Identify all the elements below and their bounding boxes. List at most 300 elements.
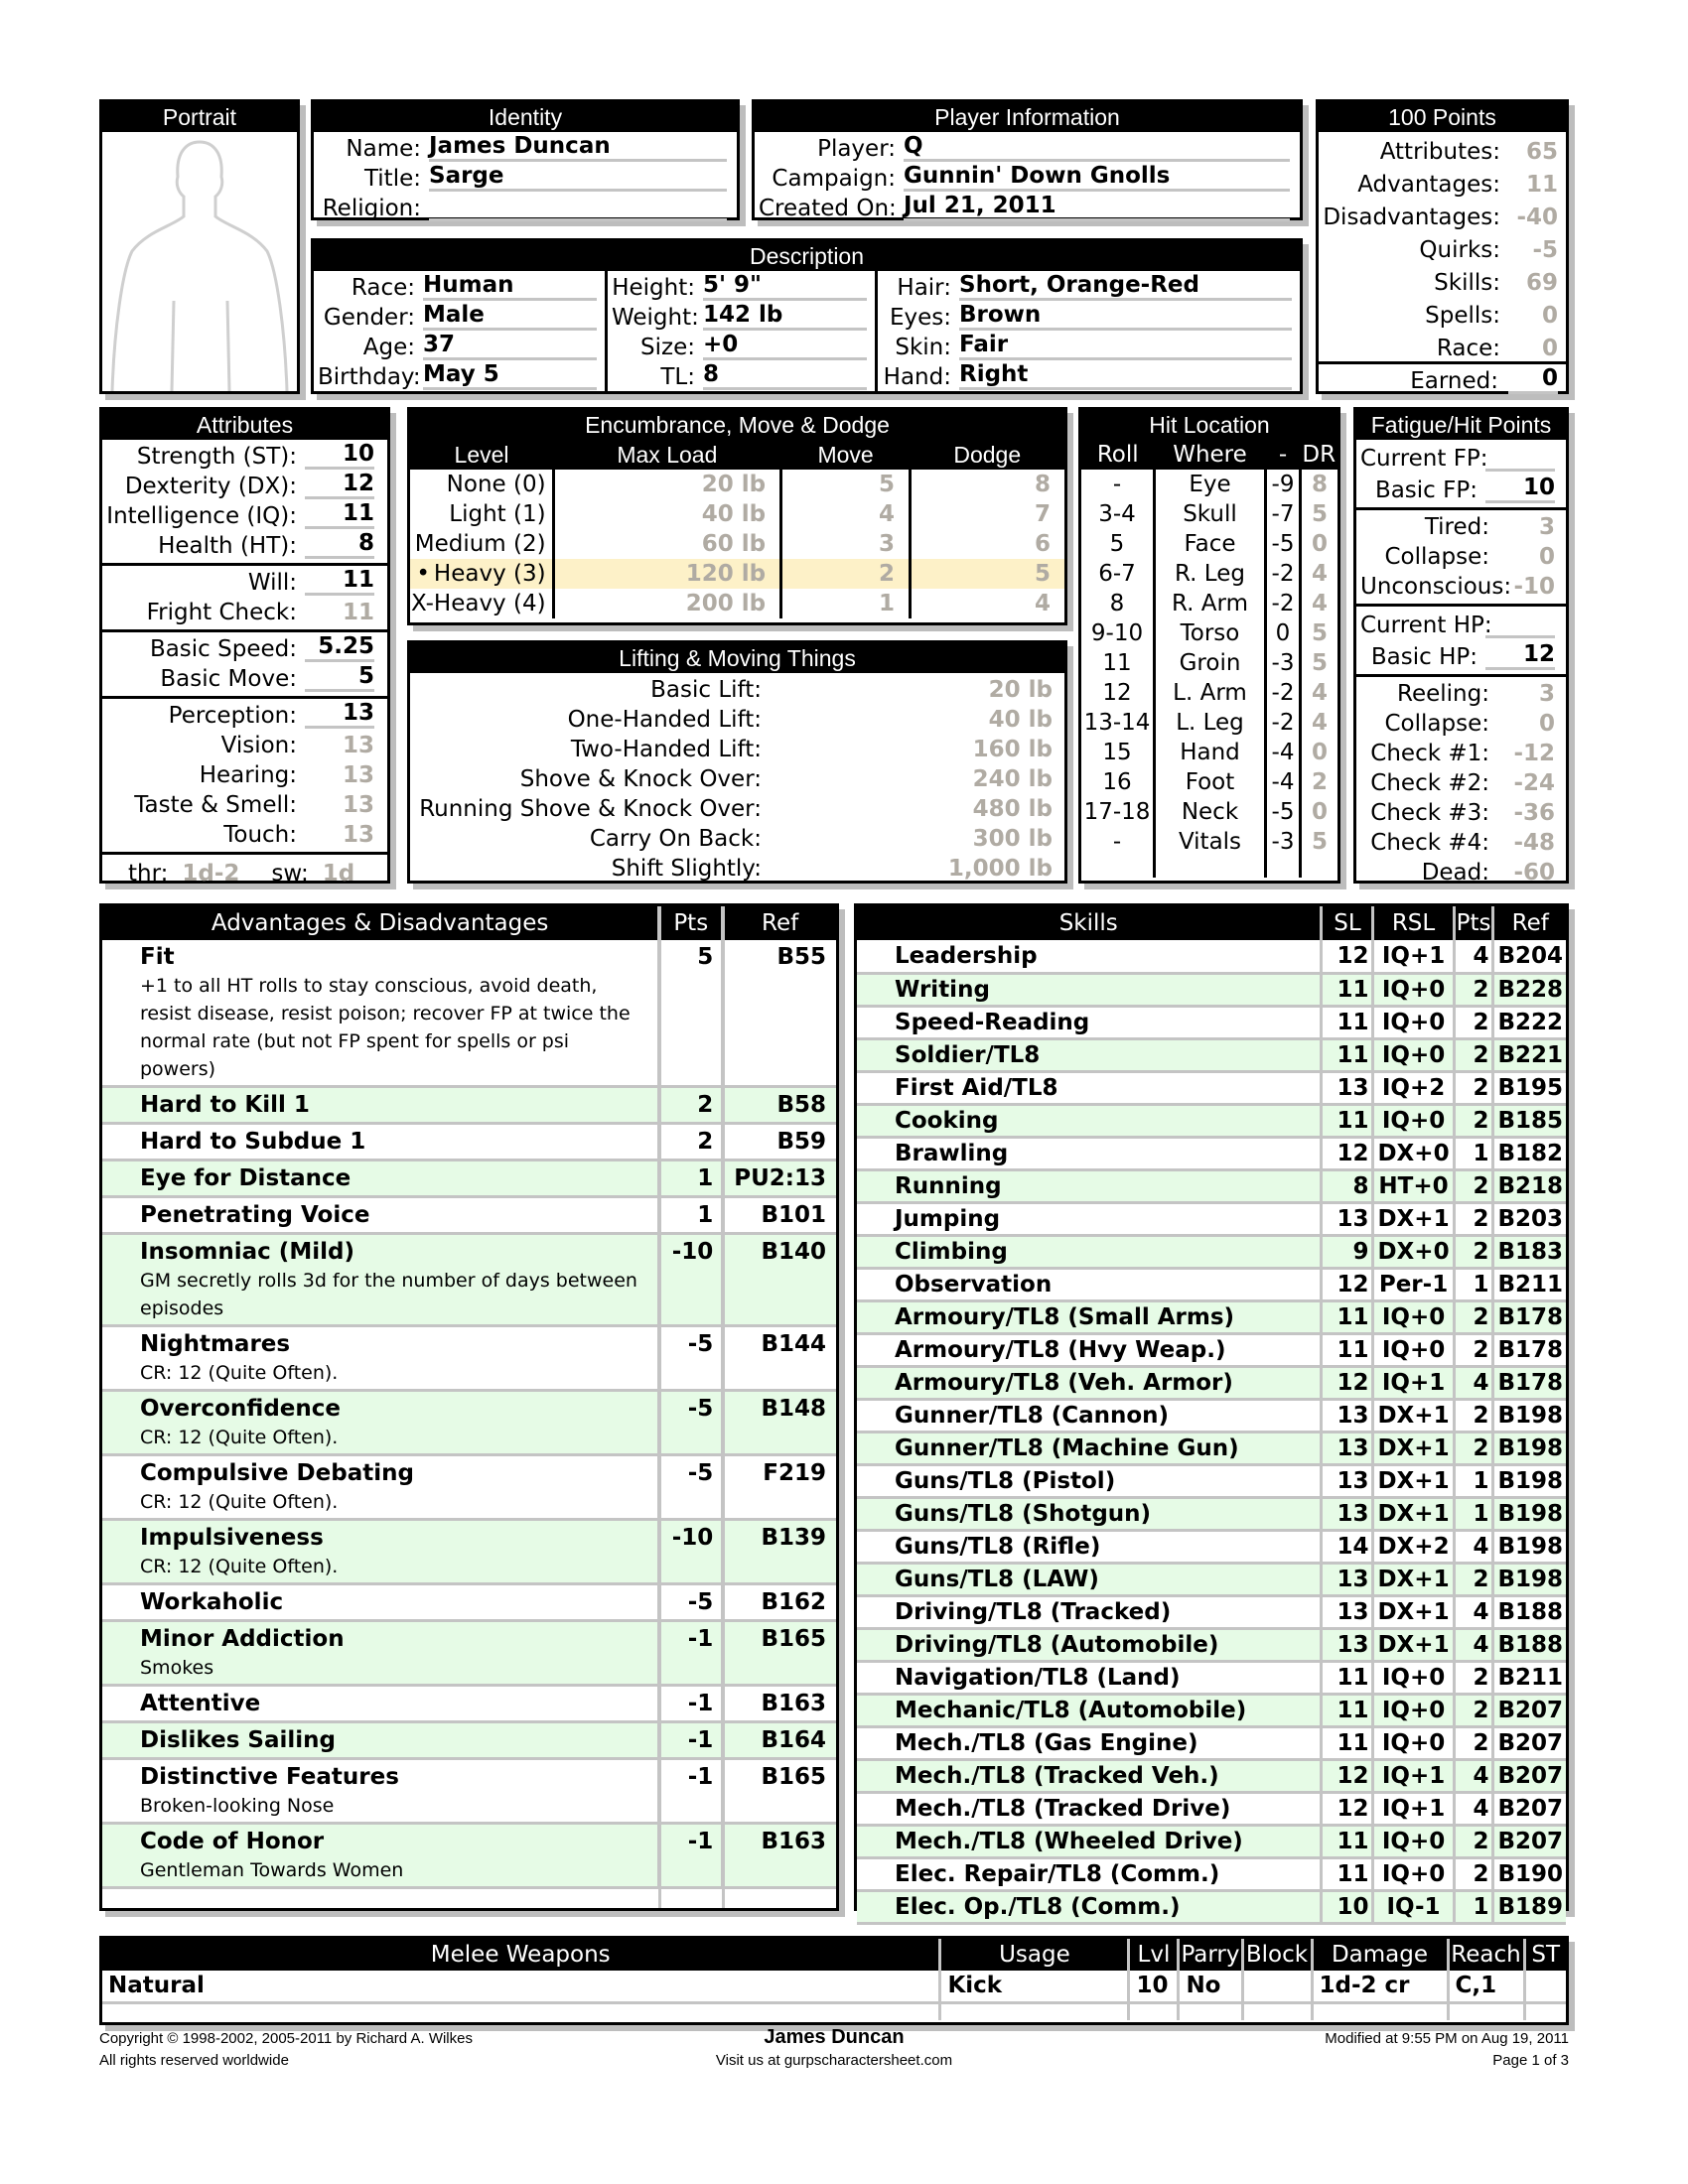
hit-location-col-header: DR: [1302, 442, 1336, 468]
description-field-label: Eyes:: [889, 305, 951, 331]
skill-row[interactable]: [857, 1366, 1566, 1399]
player-field-value[interactable]: Jul 21, 2011: [904, 193, 1290, 221]
speed-row: [106, 662, 379, 692]
advantage-name: Overconfidence: [140, 1396, 342, 1422]
skill-sl: 13: [1322, 1432, 1373, 1464]
portrait-silhouette-icon[interactable]: [102, 132, 297, 391]
hit-modifier: -2: [1266, 708, 1301, 738]
footer-page-number: Page 1 of 3: [1492, 2052, 1569, 2069]
advantage-ref[interactable]: B144: [723, 1326, 836, 1391]
filler-cell: [1301, 857, 1338, 878]
hit-location-col-header: Where: [1173, 442, 1247, 468]
swing-label: sw:: [271, 861, 309, 887]
advantage-row[interactable]: [102, 1087, 836, 1124]
advantage-cell: [102, 1686, 659, 1722]
skill-row[interactable]: [857, 1202, 1566, 1235]
skill-row[interactable]: [857, 1825, 1566, 1857]
advantage-ref[interactable]: B101: [723, 1197, 836, 1234]
hit-where: R. Leg: [1155, 559, 1266, 589]
perception-label: Vision:: [220, 733, 297, 758]
skill-row[interactable]: [857, 1530, 1566, 1563]
hit-dr: 0: [1311, 531, 1328, 557]
encumbrance-row[interactable]: [410, 529, 1064, 559]
encumbrance-level: Light (1): [449, 501, 546, 527]
advantage-ref[interactable]: B55: [723, 940, 836, 1087]
hp-threshold-label: Collapse:: [1384, 711, 1489, 737]
description-field-label: Birthday:: [318, 364, 421, 390]
description-field-value[interactable]: Right: [959, 361, 1292, 390]
skill-row[interactable]: [857, 1857, 1566, 1890]
perception-value[interactable]: 13: [305, 700, 374, 729]
advantage-ref[interactable]: B58: [723, 1087, 836, 1124]
skill-sl: 12: [1322, 940, 1373, 973]
advantage-note: Gentleman Towards Women: [140, 1859, 404, 1881]
skill-row[interactable]: [857, 1759, 1566, 1792]
description-field-value[interactable]: 5' 9": [703, 272, 867, 301]
skill-rsl: IQ+2: [1373, 1071, 1454, 1104]
skill-name: Leadership: [895, 942, 1038, 969]
lifting-label: Carry On Back:: [589, 826, 762, 852]
advantage-row[interactable]: [102, 1124, 836, 1160]
skill-sl: 12: [1322, 1366, 1373, 1399]
points-value: -40: [1516, 205, 1558, 230]
hit-modifier: -3: [1266, 827, 1301, 857]
skill-rsl: IQ+0: [1373, 1006, 1454, 1038]
perception-row: [106, 758, 379, 788]
melee-block: [1242, 1971, 1312, 2002]
points-panel: [1316, 99, 1569, 394]
advantage-row[interactable]: [102, 1326, 836, 1391]
player-field-value[interactable]: Gunnin' Down Gnolls: [904, 163, 1290, 192]
advantage-ref[interactable]: B165: [723, 1621, 836, 1686]
hit-dr: 5: [1311, 620, 1328, 646]
skill-ref[interactable]: B182: [1493, 1137, 1566, 1169]
attribute-value[interactable]: 8: [305, 530, 374, 559]
skill-row[interactable]: [857, 1137, 1566, 1169]
skill-sl: 14: [1322, 1530, 1373, 1563]
description-field-value[interactable]: Human: [423, 272, 597, 301]
skill-row[interactable]: [857, 1432, 1566, 1464]
skill-row[interactable]: [857, 1399, 1566, 1432]
hp-threshold-value: -12: [1513, 741, 1555, 766]
advantage-name: Fit: [140, 944, 175, 970]
advantage-name: Dislikes Sailing: [140, 1727, 336, 1753]
hit-roll: 11: [1081, 648, 1155, 678]
description-header: Description: [314, 241, 1300, 271]
skill-name: Armoury/TL8 (Hvy Weap.): [895, 1336, 1226, 1363]
damage-row: [102, 855, 387, 887]
skill-ref[interactable]: B183: [1493, 1235, 1566, 1268]
attribute-value[interactable]: 10: [305, 441, 374, 470]
player-field-row: [759, 162, 1290, 192]
attribute-row: [106, 529, 379, 559]
skill-row[interactable]: [857, 1333, 1566, 1366]
speed-label: Basic Move:: [160, 666, 297, 692]
skill-row[interactable]: [857, 940, 1566, 973]
advantages-col-header: Ref: [723, 906, 836, 940]
skill-ref[interactable]: B207: [1493, 1792, 1566, 1825]
description-field-label: Weight:: [612, 305, 699, 331]
encumbrance-level-cell: [410, 499, 553, 529]
encumbrance-level-cell: [410, 470, 553, 499]
skill-ref[interactable]: B198: [1493, 1464, 1566, 1497]
skill-rsl: IQ+0: [1373, 1661, 1454, 1694]
hp-threshold-label: Dead:: [1421, 860, 1489, 886]
skill-ref[interactable]: B198: [1493, 1399, 1566, 1432]
description-field-row: [882, 360, 1292, 390]
player-field-label: Created On:: [759, 196, 897, 221]
skill-ref[interactable]: B207: [1493, 1759, 1566, 1792]
advantage-row[interactable]: [102, 1759, 836, 1824]
advantage-ref[interactable]: B164: [723, 1722, 836, 1759]
description-field-value[interactable]: 37: [423, 332, 597, 360]
advantage-ref[interactable]: B140: [723, 1234, 836, 1326]
points-label: Disadvantages:: [1323, 205, 1500, 230]
advantage-ref[interactable]: B163: [723, 1824, 836, 1888]
description-field-value[interactable]: Brown: [959, 302, 1292, 331]
skill-rsl: IQ+0: [1373, 1825, 1454, 1857]
skill-ref[interactable]: B190: [1493, 1857, 1566, 1890]
description-field-value[interactable]: 142 lb: [703, 302, 867, 331]
points-label: Attributes:: [1379, 139, 1500, 165]
advantage-cell: [102, 1326, 659, 1391]
points-value: -5: [1532, 237, 1558, 263]
advantage-cell: [102, 1621, 659, 1686]
description-field-row: [612, 331, 867, 360]
skill-name: Guns/TL8 (Pistol): [895, 1467, 1116, 1494]
skill-pts: 2: [1454, 1825, 1493, 1857]
advantage-ref[interactable]: F219: [723, 1455, 836, 1520]
identity-field-value[interactable]: [429, 193, 727, 221]
hp-threshold-value: 3: [1538, 681, 1555, 707]
points-row: [1323, 198, 1558, 230]
description-field-value[interactable]: Short, Orange-Red: [959, 272, 1292, 301]
skill-row[interactable]: [857, 973, 1566, 1006]
skill-pts: 2: [1454, 1006, 1493, 1038]
advantage-cell: [102, 1584, 659, 1621]
skill-sl: 13: [1322, 1399, 1373, 1432]
skill-name: Elec. Op./TL8 (Comm.): [895, 1893, 1181, 1920]
description-field-row: [318, 271, 597, 301]
advantage-points: -1: [659, 1824, 723, 1888]
description-field-row: [612, 301, 867, 331]
hit-roll: 13-14: [1081, 708, 1155, 738]
skill-row[interactable]: [857, 1268, 1566, 1300]
hit-where: R. Arm: [1155, 589, 1266, 618]
attributes-header: Attributes: [102, 410, 387, 440]
identity-field-value[interactable]: James Duncan: [429, 133, 727, 162]
advantage-row[interactable]: [102, 1234, 836, 1326]
hit-where: Groin: [1155, 648, 1266, 678]
skill-row[interactable]: [857, 1628, 1566, 1661]
skill-ref[interactable]: B211: [1493, 1661, 1566, 1694]
attribute-value[interactable]: 11: [305, 500, 374, 529]
description-field-value[interactable]: +0: [703, 332, 867, 360]
hit-location-col-header: Roll: [1096, 442, 1139, 468]
hit-roll: -: [1081, 470, 1155, 499]
skill-pts: 2: [1454, 1563, 1493, 1595]
advantage-name: Penetrating Voice: [140, 1202, 370, 1228]
advantage-ref[interactable]: B59: [723, 1124, 836, 1160]
encumbrance-load: 40 lb: [553, 499, 781, 529]
empty-cell: [102, 2002, 940, 2020]
skill-row[interactable]: [857, 1071, 1566, 1104]
hit-roll: 6-7: [1081, 559, 1155, 589]
hit-dr: 5: [1311, 650, 1328, 676]
skill-ref[interactable]: B198: [1493, 1432, 1566, 1464]
description-field-label: Gender:: [323, 305, 415, 331]
skill-name: Mech./TL8 (Gas Engine): [895, 1729, 1198, 1756]
points-value: 11: [1525, 172, 1558, 198]
points-row: [1323, 165, 1558, 198]
hp-value[interactable]: 12: [1485, 641, 1555, 670]
identity-header: Identity: [314, 102, 737, 132]
player-field-value[interactable]: Q: [904, 133, 1290, 162]
advantage-ref[interactable]: B165: [723, 1759, 836, 1824]
advantage-ref[interactable]: B139: [723, 1520, 836, 1584]
skill-ref[interactable]: B185: [1493, 1104, 1566, 1137]
advantage-row[interactable]: [102, 1455, 836, 1520]
player-field-row: [759, 132, 1290, 162]
skill-row[interactable]: [857, 1169, 1566, 1202]
skill-row[interactable]: [857, 1563, 1566, 1595]
skill-row[interactable]: [857, 1792, 1566, 1825]
lifting-value: 40 lb: [988, 707, 1053, 733]
portrait-header: Portrait: [102, 102, 297, 132]
skill-row[interactable]: [857, 1006, 1566, 1038]
skill-ref[interactable]: B222: [1493, 1006, 1566, 1038]
advantage-row[interactable]: [102, 1520, 836, 1584]
hit-modifier: -5: [1266, 797, 1301, 827]
skill-pts: 4: [1454, 1595, 1493, 1628]
footer-website-link[interactable]: Visit us at gurpscharactersheet.com: [715, 2052, 953, 2069]
advantage-note: CR: 12 (Quite Often).: [140, 1491, 339, 1513]
hit-where: Neck: [1155, 797, 1266, 827]
advantage-ref[interactable]: B163: [723, 1686, 836, 1722]
fp-value[interactable]: [1485, 443, 1555, 472]
points-row: [1323, 263, 1558, 296]
skill-ref[interactable]: B188: [1493, 1628, 1566, 1661]
skill-ref[interactable]: B203: [1493, 1202, 1566, 1235]
advantage-row[interactable]: [102, 1391, 836, 1455]
advantages-col-header: Pts: [659, 906, 723, 940]
advantage-row[interactable]: [102, 1621, 836, 1686]
encumbrance-move: 2: [781, 559, 911, 589]
advantage-points: 2: [659, 1124, 723, 1160]
attribute-label: Strength (ST):: [136, 444, 297, 470]
hit-roll: 9-10: [1081, 618, 1155, 648]
fp-threshold-value: 0: [1538, 544, 1555, 570]
skill-ref[interactable]: B198: [1493, 1563, 1566, 1595]
advantage-row[interactable]: [102, 1824, 836, 1888]
skill-name: Gunner/TL8 (Cannon): [895, 1402, 1170, 1429]
fp-threshold-label: Tired:: [1424, 514, 1489, 540]
skill-sl: 9: [1322, 1235, 1373, 1268]
skill-row[interactable]: [857, 1104, 1566, 1137]
advantage-note: Smokes: [140, 1657, 214, 1679]
skill-ref[interactable]: B221: [1493, 1038, 1566, 1071]
skill-name: Armoury/TL8 (Small Arms): [895, 1303, 1235, 1330]
skill-ref[interactable]: B207: [1493, 1726, 1566, 1759]
skill-rsl: DX+1: [1373, 1595, 1454, 1628]
earned-value[interactable]: 0: [1508, 365, 1558, 394]
skill-sl: 11: [1322, 1825, 1373, 1857]
encumbrance-row[interactable]: [410, 499, 1064, 529]
skill-rsl: IQ+1: [1373, 940, 1454, 973]
hit-location-row: [1081, 648, 1337, 678]
description-field-value[interactable]: Fair: [959, 332, 1292, 360]
hit-where: Eye: [1155, 470, 1266, 499]
encumbrance-row[interactable]: [410, 470, 1064, 499]
skill-row[interactable]: [857, 1497, 1566, 1530]
fp-row: [1360, 472, 1558, 503]
advantage-points: -5: [659, 1584, 723, 1621]
hit-modifier: -9: [1266, 470, 1301, 499]
skill-pts: 2: [1454, 1071, 1493, 1104]
encumbrance-row[interactable]: [410, 589, 1064, 618]
skill-ref[interactable]: B178: [1493, 1366, 1566, 1399]
description-field-label: Hair:: [897, 275, 951, 301]
skill-ref[interactable]: B211: [1493, 1268, 1566, 1300]
filler-cell: [1155, 857, 1266, 878]
skill-row[interactable]: [857, 1726, 1566, 1759]
skill-row[interactable]: [857, 1694, 1566, 1726]
speed-value[interactable]: 5.25: [305, 633, 374, 662]
skill-ref[interactable]: B178: [1493, 1300, 1566, 1333]
hit-modifier: -4: [1266, 738, 1301, 767]
identity-field-value[interactable]: Sarge: [429, 163, 727, 192]
advantage-cell: [102, 1234, 659, 1326]
encumbrance-level-cell: [410, 559, 553, 589]
points-row: [1323, 329, 1558, 361]
melee-usage: Kick: [940, 1971, 1129, 2002]
advantage-row[interactable]: [102, 1722, 836, 1759]
fp-threshold-row: [1360, 570, 1558, 600]
advantage-row[interactable]: [102, 1584, 836, 1621]
skill-name: Running: [895, 1172, 1002, 1199]
advantages-col-header: Advantages & Disadvantages: [211, 910, 549, 936]
skill-ref[interactable]: B195: [1493, 1071, 1566, 1104]
hit-location-row: [1081, 767, 1337, 797]
skill-row[interactable]: [857, 1038, 1566, 1071]
melee-weapon-row[interactable]: [102, 1971, 1566, 2002]
encumbrance-col-header: Max Load: [617, 441, 718, 468]
skill-ref[interactable]: B189: [1493, 1890, 1566, 1923]
advantage-ref[interactable]: PU2:13: [723, 1160, 836, 1197]
advantage-row[interactable]: [102, 1160, 836, 1197]
skill-ref[interactable]: B207: [1493, 1825, 1566, 1857]
lifting-label: Shove & Knock Over:: [519, 766, 762, 792]
will-value: 11: [342, 600, 374, 625]
skill-row[interactable]: [857, 1595, 1566, 1628]
lifting-label: Running Shove & Knock Over:: [419, 796, 762, 822]
skill-ref[interactable]: B188: [1493, 1595, 1566, 1628]
empty-cell: [1242, 2002, 1312, 2020]
lifting-row: [414, 852, 1053, 882]
skill-ref[interactable]: B178: [1493, 1333, 1566, 1366]
hp-threshold-label: Check #1:: [1370, 741, 1489, 766]
advantage-ref[interactable]: B162: [723, 1584, 836, 1621]
advantage-name: Minor Addiction: [140, 1626, 345, 1652]
melee-lvl: 10: [1129, 1971, 1179, 2002]
encumbrance-row[interactable]: [410, 559, 1064, 589]
thrust-value: 1d-2: [182, 861, 240, 887]
lifting-value: 20 lb: [988, 677, 1053, 703]
hp-threshold-row: [1360, 766, 1558, 796]
skill-rsl: Per-1: [1373, 1268, 1454, 1300]
skill-name: Writing: [895, 976, 990, 1003]
skill-ref[interactable]: B198: [1493, 1530, 1566, 1563]
description-field-label: TL:: [660, 364, 695, 390]
skill-sl: 8: [1322, 1169, 1373, 1202]
skill-row[interactable]: [857, 1235, 1566, 1268]
perception-row: [106, 699, 379, 729]
description-field-value[interactable]: Male: [423, 302, 597, 331]
hit-dr: 2: [1311, 769, 1328, 795]
advantages-panel: [99, 903, 839, 1911]
description-field-label: Size:: [640, 335, 695, 360]
skill-ref[interactable]: B204: [1493, 940, 1566, 973]
skill-ref[interactable]: B207: [1493, 1694, 1566, 1726]
skill-rsl: IQ+0: [1373, 1038, 1454, 1071]
skill-ref[interactable]: B218: [1493, 1169, 1566, 1202]
skill-rsl: HT+0: [1373, 1169, 1454, 1202]
hp-value[interactable]: [1485, 610, 1555, 638]
encumbrance-col-header: Dodge: [953, 441, 1022, 468]
skill-row[interactable]: [857, 1890, 1566, 1923]
skill-pts: 1: [1454, 1268, 1493, 1300]
advantage-cell: [102, 1197, 659, 1234]
advantage-row[interactable]: [102, 1197, 836, 1234]
lifting-value: 480 lb: [972, 796, 1053, 822]
hp-threshold-label: Check #2:: [1370, 770, 1489, 796]
attribute-row: [106, 440, 379, 470]
hit-location-row: [1081, 738, 1337, 767]
footer-rights: All rights reserved worldwide: [99, 2052, 289, 2069]
empty-cell: [1312, 2002, 1448, 2020]
skill-row[interactable]: [857, 1464, 1566, 1497]
advantage-row[interactable]: [102, 940, 836, 1087]
attribute-value[interactable]: 12: [305, 471, 374, 499]
description-field-value[interactable]: 8: [703, 361, 867, 390]
skill-ref[interactable]: B198: [1493, 1497, 1566, 1530]
skill-pts: 1: [1454, 1497, 1493, 1530]
advantage-row[interactable]: [102, 1686, 836, 1722]
advantage-name: Hard to Kill 1: [140, 1092, 310, 1118]
lifting-label: Two-Handed Lift:: [570, 737, 762, 762]
hp-threshold-value: -36: [1513, 800, 1555, 826]
skill-ref[interactable]: B228: [1493, 973, 1566, 1006]
skill-row[interactable]: [857, 1661, 1566, 1694]
advantage-points: -1: [659, 1686, 723, 1722]
fp-value[interactable]: 10: [1485, 475, 1555, 503]
skill-sl: 13: [1322, 1464, 1373, 1497]
skill-sl: 11: [1322, 1857, 1373, 1890]
skill-name: Speed-Reading: [895, 1009, 1090, 1035]
skill-row[interactable]: [857, 1300, 1566, 1333]
will-value[interactable]: 11: [305, 567, 374, 596]
skill-pts: 2: [1454, 1333, 1493, 1366]
encumbrance-level-cell: [410, 589, 553, 618]
speed-value[interactable]: 5: [305, 663, 374, 692]
melee-col-header: Block: [1242, 1939, 1312, 1971]
encumbrance-dodge: 8: [1034, 472, 1051, 497]
skill-sl: 10: [1322, 1890, 1373, 1923]
advantage-ref[interactable]: B148: [723, 1391, 836, 1455]
hit-where: L. Leg: [1155, 708, 1266, 738]
hit-location-row: [1081, 827, 1337, 857]
description-field-value[interactable]: May 5: [423, 361, 597, 390]
